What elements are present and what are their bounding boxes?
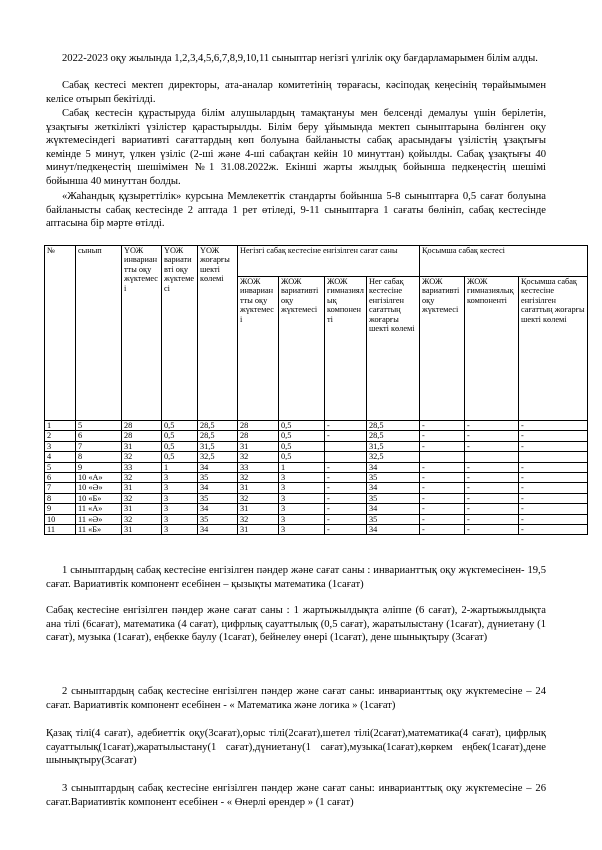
table-cell: 3 bbox=[45, 441, 76, 451]
table-cell: - bbox=[519, 504, 588, 514]
table-cell: 35 bbox=[198, 493, 238, 503]
table-cell: 33 bbox=[122, 462, 162, 472]
table-cell: - bbox=[420, 421, 465, 431]
table-cell: - bbox=[519, 514, 588, 524]
table-cell: - bbox=[325, 504, 367, 514]
table-cell: 35 bbox=[198, 473, 238, 483]
table-cell: - bbox=[325, 462, 367, 472]
table-row bbox=[45, 493, 588, 503]
table-cell: 31 bbox=[238, 525, 279, 535]
table-row bbox=[45, 483, 588, 493]
table-cell: 5 bbox=[45, 462, 76, 472]
table-cell: 7 bbox=[76, 441, 122, 451]
table-cell: 0,5 bbox=[279, 431, 325, 441]
table-cell: 5 bbox=[76, 421, 122, 431]
table-cell: 8 bbox=[45, 493, 76, 503]
grade1-subjects-paragraph: Сабақ кестесіне енгізілген пәндер және сағат саны : 1 жартыжылдықта әліппе (6 сағат), 2-жартыжылдықта ана тілі (6сағат), математика (4 сағат), цифрлық сауаттылық (0,5 сағат), жаратылыстану (1сағат), дүниетану (1 сағат), музыка (1сағат), еңбекке баулу (1сағат), бейнелеу өнері (1сағат), дене шынықтыру (3сағат) bbox=[46, 605, 546, 644]
table-cell: 9 bbox=[76, 462, 122, 472]
table-cell: 4 bbox=[45, 452, 76, 462]
table-cell bbox=[325, 452, 367, 462]
table-cell: 0,5 bbox=[162, 421, 198, 431]
header-invariant: ҮОЖ инвариантты оқу жүктемесі bbox=[122, 246, 162, 421]
table-cell: 32 bbox=[122, 452, 162, 462]
table-cell: 35 bbox=[198, 514, 238, 524]
table-cell: 32 bbox=[238, 452, 279, 462]
table-cell: 31 bbox=[122, 441, 162, 451]
table-cell: 0,5 bbox=[279, 421, 325, 431]
table-cell: 1 bbox=[162, 462, 198, 472]
table-cell: 3 bbox=[162, 504, 198, 514]
table-cell: 6 bbox=[45, 473, 76, 483]
table-cell: 3 bbox=[279, 473, 325, 483]
table-row bbox=[45, 421, 588, 431]
table-cell: 3 bbox=[279, 504, 325, 514]
table-cell: 33 bbox=[238, 462, 279, 472]
table-cell bbox=[519, 452, 588, 462]
table-cell: - bbox=[519, 493, 588, 503]
table-cell: 7 bbox=[45, 483, 76, 493]
table-row bbox=[45, 525, 588, 535]
table-cell: 28 bbox=[122, 431, 162, 441]
table-cell: - bbox=[519, 441, 588, 451]
header-extra-variative: ЖОЖ вариативті оқу жүктемесі bbox=[420, 277, 465, 421]
table-header-row bbox=[45, 246, 588, 277]
table-cell: 34 bbox=[367, 462, 420, 472]
table-cell: - bbox=[420, 504, 465, 514]
table-cell: 31 bbox=[122, 525, 162, 535]
table-row bbox=[45, 441, 588, 451]
table-cell: - bbox=[420, 441, 465, 451]
table-cell: 3 bbox=[279, 493, 325, 503]
table-row bbox=[45, 452, 588, 462]
table-cell: 3 bbox=[279, 525, 325, 535]
table-cell: - bbox=[465, 493, 519, 503]
table-cell: 34 bbox=[367, 504, 420, 514]
table-cell: 0,5 bbox=[279, 441, 325, 451]
table-cell: 3 bbox=[162, 483, 198, 493]
table-cell: - bbox=[465, 441, 519, 451]
schedule-table bbox=[44, 245, 588, 535]
table-cell: 3 bbox=[162, 525, 198, 535]
table-cell: 32,5 bbox=[198, 452, 238, 462]
table-cell: - bbox=[465, 525, 519, 535]
table-cell: - bbox=[325, 493, 367, 503]
grade3-summary-paragraph: 3 сыныптардың сабақ кестесіне енгізілген пәндер және сағат саны: инварианттық оқу жүктемесіне – 26 сағат.Вариативтік компонент есебінен - « Өнерлі өрендер » (1 сағат) bbox=[46, 783, 546, 808]
table-cell: 32 bbox=[122, 493, 162, 503]
table-row bbox=[45, 504, 588, 514]
table-cell: 0,5 bbox=[162, 441, 198, 451]
table-cell: 9 bbox=[45, 504, 76, 514]
table-cell: - bbox=[519, 431, 588, 441]
table-cell: 34 bbox=[367, 525, 420, 535]
table-cell: 31 bbox=[122, 504, 162, 514]
table-cell: - bbox=[519, 462, 588, 472]
table-cell: 1 bbox=[45, 421, 76, 431]
table-cell: 32,5 bbox=[367, 452, 420, 462]
table-cell: 11 «Б» bbox=[76, 525, 122, 535]
header-extra-total: Қосымша сабақ кестесіне енгізілген сағаттың жоғарғы шекті көлемі bbox=[519, 277, 588, 421]
table-cell: - bbox=[325, 473, 367, 483]
table-cell: 31,5 bbox=[367, 441, 420, 451]
table-cell: - bbox=[465, 421, 519, 431]
table-cell: 34 bbox=[198, 483, 238, 493]
header-main-total: Нег сабақ кестесіне енгізілген сағаттың жоғарғы шекті көлемі bbox=[367, 277, 420, 421]
table-row bbox=[45, 473, 588, 483]
table-cell: 31,5 bbox=[198, 441, 238, 451]
header-no: № bbox=[45, 246, 76, 421]
table-cell: 10 «Б» bbox=[76, 493, 122, 503]
table-cell: - bbox=[325, 483, 367, 493]
table-row bbox=[45, 462, 588, 472]
header-extra-gymnasium: ЖОЖ гимназиялық компоненті bbox=[465, 277, 519, 421]
table-cell: 32 bbox=[238, 493, 279, 503]
table-cell: 34 bbox=[198, 462, 238, 472]
table-cell: 35 bbox=[367, 514, 420, 524]
table-cell: 11 bbox=[45, 525, 76, 535]
table-cell bbox=[325, 441, 367, 451]
table-cell: 28 bbox=[238, 421, 279, 431]
table-cell: 31 bbox=[238, 441, 279, 451]
table-cell: 10 bbox=[45, 514, 76, 524]
header-max: ҮОЖ жоғарғы шекті көлемі bbox=[198, 246, 238, 421]
table-row bbox=[45, 514, 588, 524]
grade1-summary-paragraph: 1 сыныптардың сабақ кестесіне енгізілген пәндер және сағат саны : инварианттық оқу жүктемесінен- 19,5 сағат. Вариативтік компонент есебінен – қызықты математика (1сағат) bbox=[46, 565, 546, 590]
header-main-gymnasium: ЖОЖ гимназиялық компоненті bbox=[325, 277, 367, 421]
table-cell: - bbox=[465, 483, 519, 493]
table-cell: 31 bbox=[238, 483, 279, 493]
table-cell: 32 bbox=[238, 514, 279, 524]
table-cell bbox=[465, 452, 519, 462]
table-cell: 3 bbox=[162, 473, 198, 483]
table-cell: - bbox=[420, 462, 465, 472]
table-cell: 31 bbox=[238, 504, 279, 514]
table-cell: - bbox=[519, 525, 588, 535]
header-variative: ҮОЖ вариативті оқу жүктемесі bbox=[162, 246, 198, 421]
table-cell: 6 bbox=[76, 431, 122, 441]
table-cell: 31 bbox=[122, 483, 162, 493]
table-cell: 0,5 bbox=[279, 452, 325, 462]
table-cell: - bbox=[420, 431, 465, 441]
global-competence-paragraph: «Жаһандық құзыреттілік» курсына Мемлекеттік стандарты бойынша 5-8 сыныптарға 0,5 сағат болуына байланысты сабақ кестесінде 2 аптада 1 рет өтіледі, 9-11 сыныптарға 1 сағаты бөлініп, сабақ кестесінде аптасына бір мәрте өтілді. bbox=[46, 191, 546, 230]
table-cell: - bbox=[519, 483, 588, 493]
table-cell: 28 bbox=[238, 431, 279, 441]
table-cell: 3 bbox=[162, 493, 198, 503]
table-cell: - bbox=[325, 525, 367, 535]
header-main-invariant: ЖОЖ инвариантты оқу жүктемесі bbox=[238, 277, 279, 421]
table-cell: - bbox=[465, 462, 519, 472]
table-cell: - bbox=[519, 421, 588, 431]
table-cell: 28 bbox=[122, 421, 162, 431]
table-cell: 11 «А» bbox=[76, 504, 122, 514]
table-row bbox=[45, 431, 588, 441]
table-cell: 32 bbox=[238, 473, 279, 483]
table-cell: - bbox=[465, 504, 519, 514]
table-cell: - bbox=[420, 493, 465, 503]
table-cell: 28,5 bbox=[198, 431, 238, 441]
table-cell: - bbox=[420, 525, 465, 535]
table-cell: 3 bbox=[279, 483, 325, 493]
header-group-main: Негізгі сабақ кестесіне енгізілген сағат саны bbox=[238, 246, 420, 277]
table-cell: 0,5 bbox=[162, 431, 198, 441]
header-grade: сынып bbox=[76, 246, 122, 421]
table-cell: 10 «А» bbox=[76, 473, 122, 483]
table-cell bbox=[420, 452, 465, 462]
table-cell: 34 bbox=[367, 483, 420, 493]
header-group-extra: Қосымша сабақ кестесі bbox=[420, 246, 588, 277]
table-cell: 28,5 bbox=[367, 431, 420, 441]
table-cell: - bbox=[465, 514, 519, 524]
table-cell: 28,5 bbox=[198, 421, 238, 431]
table-cell: 1 bbox=[279, 462, 325, 472]
table-cell: - bbox=[420, 514, 465, 524]
table-cell: 34 bbox=[198, 504, 238, 514]
intro-paragraph: 2022-2023 оқу жылында 1,2,3,4,5,6,7,8,9,10,11 сыныптар негізгі үлгілік оқу бағдарламарымен білім алды. bbox=[62, 53, 538, 64]
table-cell: 3 bbox=[279, 514, 325, 524]
table-cell: 10 «Ә» bbox=[76, 483, 122, 493]
table-cell: - bbox=[325, 421, 367, 431]
grade2-summary-paragraph: 2 сыныптардың сабақ кестесіне енгізілген пәндер және сағат саны: инварианттық оқу жүктемесіне – 24 сағат. Вариативтік компонент есебінен - « Математика және логика » (1сағат) bbox=[46, 686, 546, 711]
table-cell: - bbox=[519, 473, 588, 483]
table-cell: 35 bbox=[367, 493, 420, 503]
table-cell: 2 bbox=[45, 431, 76, 441]
table-cell: - bbox=[465, 473, 519, 483]
table-cell: - bbox=[325, 514, 367, 524]
grade2-subjects-paragraph: Қазақ тілі(4 сағат), әдебиеттік оқу(3сағат),орыс тілі(2сағат),шетел тілі(2сағат),математика(4 сағат), цифрлық сауаттылық(1сағат),жаратылыстану(1 сағат),дүниетану(1 сағат),музыка(1сағат),көркем еңбек(1сағат),дене шынықтыру(3сағат) bbox=[46, 728, 546, 767]
table-cell: - bbox=[420, 483, 465, 493]
table-cell: 0,5 bbox=[162, 452, 198, 462]
header-main-variative: ЖОЖ вариативті оқу жүктемесі bbox=[279, 277, 325, 421]
table-cell: - bbox=[325, 431, 367, 441]
breaks-paragraph: Сабақ кестесін құрастыруда білім алушылардың тамақтануы мен белсенді демалуы үшін берілетін, ұзақтығы жеткілікті үзілістер қарастырылды. Білім беру ұйымында мектеп сыныптарына бөлінген оқу жүктемесіндегі вариативті сағаттардың көп болуына байланысты сабақ арасындағы үзілістің ұзақтығы кемінде 5 минут, үлкен үзіліс (2-ші және 4-ші сабақтан кейін 10 минуттан) қойылды. Сабақ ұзақтығы 40 минут/педкеңестің шешімімен №1 31.08.2022ж. Екінші жарты жылдық бойынша педкеңестің шешімі бойынша 40 минуттан болды. bbox=[46, 108, 546, 187]
approval-paragraph: Сабақ кестесі мектеп директоры, ата-аналар комитетінің төрағасы, кәсіподақ кеңесінің төрайымымен келісе отырып бекітілді. bbox=[46, 80, 546, 105]
table-cell: - bbox=[465, 431, 519, 441]
table-cell: 32 bbox=[122, 473, 162, 483]
table-cell: 8 bbox=[76, 452, 122, 462]
table-cell: - bbox=[420, 473, 465, 483]
table-cell: 28,5 bbox=[367, 421, 420, 431]
table-cell: 11 «Ә» bbox=[76, 514, 122, 524]
table-cell: 3 bbox=[162, 514, 198, 524]
table-cell: 32 bbox=[122, 514, 162, 524]
table-cell: 34 bbox=[198, 525, 238, 535]
table-cell: 35 bbox=[367, 473, 420, 483]
